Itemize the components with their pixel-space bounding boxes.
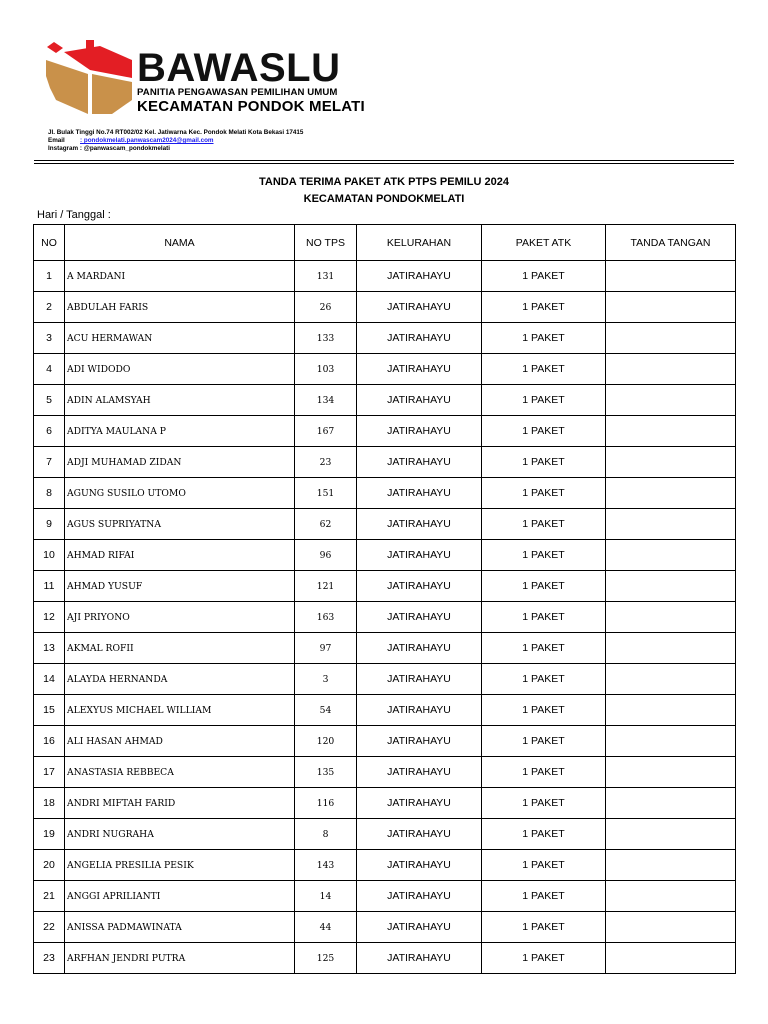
cell-paket-atk: 1 PAKET: [482, 819, 606, 850]
brand-name: BAWASLU: [137, 46, 341, 90]
cell-nama: ADITYA MAULANA P: [65, 416, 295, 447]
cell-no: 9: [34, 509, 65, 540]
address-line: Jl. Bulak Tinggi No.74 RT002/02 Kel. Jatiwarna Kec. Pondok Melati Kota Bekasi 17415: [48, 129, 304, 136]
cell-tanda-tangan: [606, 447, 736, 478]
cell-tanda-tangan: [606, 881, 736, 912]
cell-nama: ABDULAH FARIS: [65, 292, 295, 323]
column-header-tanda-tangan: TANDA TANGAN: [606, 225, 736, 261]
cell-nama: AKMAL ROFII: [65, 633, 295, 664]
cell-no-tps: 23: [295, 447, 357, 478]
table-row: [34, 385, 736, 416]
cell-no-tps: 44: [295, 912, 357, 943]
column-header-kelurahan: KELURAHAN: [357, 225, 482, 261]
cell-paket-atk: 1 PAKET: [482, 261, 606, 292]
cell-tanda-tangan: [606, 540, 736, 571]
cell-kelurahan: JATIRAHAYU: [357, 819, 482, 850]
table-row: [34, 292, 736, 323]
cell-no: 5: [34, 385, 65, 416]
cell-tanda-tangan: [606, 354, 736, 385]
cell-no-tps: 62: [295, 509, 357, 540]
cell-nama: ALEXYUS MICHAEL WILLIAM: [65, 695, 295, 726]
cell-kelurahan: JATIRAHAYU: [357, 850, 482, 881]
table-row: [34, 323, 736, 354]
cell-nama: ADI WIDODO: [65, 354, 295, 385]
cell-no-tps: 133: [295, 323, 357, 354]
table-row: [34, 571, 736, 602]
cell-no: 1: [34, 261, 65, 292]
cell-no: 8: [34, 478, 65, 509]
instagram-line: Instagram : @panwascam_pondokmelati: [48, 145, 170, 152]
cell-no-tps: 134: [295, 385, 357, 416]
column-header-no: NO: [34, 225, 65, 261]
cell-no: 13: [34, 633, 65, 664]
brand-subtitle-1: PANITIA PENGAWASAN PEMILIHAN UMUM: [137, 87, 338, 98]
cell-tanda-tangan: [606, 850, 736, 881]
cell-no-tps: 97: [295, 633, 357, 664]
table-row: [34, 664, 736, 695]
cell-paket-atk: 1 PAKET: [482, 292, 606, 323]
receipt-table: [33, 224, 736, 974]
cell-no-tps: 121: [295, 571, 357, 602]
cell-nama: A MARDANI: [65, 261, 295, 292]
cell-tanda-tangan: [606, 385, 736, 416]
cell-tanda-tangan: [606, 664, 736, 695]
cell-no: 3: [34, 323, 65, 354]
cell-paket-atk: 1 PAKET: [482, 416, 606, 447]
cell-kelurahan: JATIRAHAYU: [357, 881, 482, 912]
cell-tanda-tangan: [606, 602, 736, 633]
cell-kelurahan: JATIRAHAYU: [357, 664, 482, 695]
cell-paket-atk: 1 PAKET: [482, 478, 606, 509]
cell-tanda-tangan: [606, 292, 736, 323]
cell-paket-atk: 1 PAKET: [482, 664, 606, 695]
cell-nama: AGUNG SUSILO UTOMO: [65, 478, 295, 509]
cell-paket-atk: 1 PAKET: [482, 726, 606, 757]
cell-tanda-tangan: [606, 416, 736, 447]
cell-no: 19: [34, 819, 65, 850]
cell-paket-atk: 1 PAKET: [482, 695, 606, 726]
cell-nama: AJI PRIYONO: [65, 602, 295, 633]
cell-no-tps: 135: [295, 757, 357, 788]
email-link[interactable]: : pondokmelati.panwascam2024@gmail.com: [80, 137, 214, 144]
cell-paket-atk: 1 PAKET: [482, 788, 606, 819]
cell-kelurahan: JATIRAHAYU: [357, 354, 482, 385]
document-title: TANDA TERIMA PAKET ATK PTPS PEMILU 2024: [259, 176, 509, 188]
brand-subtitle-2: KECAMATAN PONDOK MELATI: [137, 98, 365, 115]
cell-no: 14: [34, 664, 65, 695]
cell-no-tps: 143: [295, 850, 357, 881]
cell-no: 7: [34, 447, 65, 478]
cell-tanda-tangan: [606, 571, 736, 602]
column-header-nama: NAMA: [65, 225, 295, 261]
table-row: [34, 726, 736, 757]
table-row: [34, 602, 736, 633]
table-row: [34, 447, 736, 478]
cell-no-tps: 14: [295, 881, 357, 912]
cell-no-tps: 96: [295, 540, 357, 571]
brand-block: [137, 48, 365, 115]
cell-tanda-tangan: [606, 695, 736, 726]
cell-no: 18: [34, 788, 65, 819]
cell-no-tps: 8: [295, 819, 357, 850]
cell-kelurahan: JATIRAHAYU: [357, 261, 482, 292]
cell-nama: ANGGI APRILIANTI: [65, 881, 295, 912]
table-row: [34, 912, 736, 943]
cell-paket-atk: 1 PAKET: [482, 385, 606, 416]
cell-no-tps: 167: [295, 416, 357, 447]
cell-paket-atk: 1 PAKET: [482, 881, 606, 912]
cell-paket-atk: 1 PAKET: [482, 633, 606, 664]
column-header-paket-atk: PAKET ATK: [482, 225, 606, 261]
cell-no: 22: [34, 912, 65, 943]
cell-kelurahan: JATIRAHAYU: [357, 788, 482, 819]
cell-no-tps: 103: [295, 354, 357, 385]
cell-no: 20: [34, 850, 65, 881]
table-row: [34, 478, 736, 509]
cell-kelurahan: JATIRAHAYU: [357, 757, 482, 788]
table-row: [34, 354, 736, 385]
cell-nama: ADJI MUHAMAD ZIDAN: [65, 447, 295, 478]
cell-nama: AHMAD YUSUF: [65, 571, 295, 602]
cell-no: 4: [34, 354, 65, 385]
cell-nama: ALAYDA HERNANDA: [65, 664, 295, 695]
cell-kelurahan: JATIRAHAYU: [357, 509, 482, 540]
cell-no-tps: 125: [295, 943, 357, 974]
cell-paket-atk: 1 PAKET: [482, 354, 606, 385]
email-line: [48, 137, 303, 145]
column-header-no-tps: NO TPS: [295, 225, 357, 261]
cell-nama: ANDRI NUGRAHA: [65, 819, 295, 850]
cell-kelurahan: JATIRAHAYU: [357, 912, 482, 943]
cell-no-tps: 163: [295, 602, 357, 633]
document-subtitle: KECAMATAN PONDOKMELATI: [303, 193, 465, 205]
cell-no: 23: [34, 943, 65, 974]
cell-no: 6: [34, 416, 65, 447]
cell-nama: ANGELIA PRESILIA PESIK: [65, 850, 295, 881]
cell-no: 17: [34, 757, 65, 788]
cell-no: 12: [34, 602, 65, 633]
cell-kelurahan: JATIRAHAYU: [357, 478, 482, 509]
cell-no-tps: 54: [295, 695, 357, 726]
cell-kelurahan: JATIRAHAYU: [357, 726, 482, 757]
cell-no-tps: 120: [295, 726, 357, 757]
table-row: [34, 695, 736, 726]
cell-paket-atk: 1 PAKET: [482, 757, 606, 788]
cell-tanda-tangan: [606, 757, 736, 788]
cell-paket-atk: 1 PAKET: [482, 912, 606, 943]
cell-paket-atk: 1 PAKET: [482, 850, 606, 881]
table-row: [34, 943, 736, 974]
cell-tanda-tangan: [606, 478, 736, 509]
cell-tanda-tangan: [606, 509, 736, 540]
cell-kelurahan: JATIRAHAYU: [357, 540, 482, 571]
cell-nama: ACU HERMAWAN: [65, 323, 295, 354]
cell-no-tps: 151: [295, 478, 357, 509]
cell-kelurahan: JATIRAHAYU: [357, 602, 482, 633]
cell-paket-atk: 1 PAKET: [482, 571, 606, 602]
cell-kelurahan: JATIRAHAYU: [357, 571, 482, 602]
cell-no-tps: 3: [295, 664, 357, 695]
cell-kelurahan: JATIRAHAYU: [357, 385, 482, 416]
cell-tanda-tangan: [606, 261, 736, 292]
cell-nama: ALI HASAN AHMAD: [65, 726, 295, 757]
cell-nama: ARFHAN JENDRI PUTRA: [65, 943, 295, 974]
table-row: [34, 881, 736, 912]
cell-tanda-tangan: [606, 912, 736, 943]
cell-kelurahan: JATIRAHAYU: [357, 447, 482, 478]
date-label: Hari / Tanggal :: [37, 209, 111, 221]
header-divider-thin: [34, 160, 734, 161]
cell-kelurahan: JATIRAHAYU: [357, 292, 482, 323]
cell-paket-atk: 1 PAKET: [482, 540, 606, 571]
table-row: [34, 509, 736, 540]
table-row: [34, 757, 736, 788]
cell-nama: AHMAD RIFAI: [65, 540, 295, 571]
cell-no: 11: [34, 571, 65, 602]
cell-nama: ANASTASIA REBBECA: [65, 757, 295, 788]
cell-no: 15: [34, 695, 65, 726]
cell-nama: ANISSA PADMAWINATA: [65, 912, 295, 943]
cell-kelurahan: JATIRAHAYU: [357, 695, 482, 726]
cell-nama: ADIN ALAMSYAH: [65, 385, 295, 416]
cell-paket-atk: 1 PAKET: [482, 509, 606, 540]
table-row: [34, 850, 736, 881]
cell-nama: ANDRI MIFTAH FARID: [65, 788, 295, 819]
table-header-row: [34, 225, 736, 261]
cell-no: 10: [34, 540, 65, 571]
cell-nama: AGUS SUPRIYATNA: [65, 509, 295, 540]
cell-tanda-tangan: [606, 819, 736, 850]
cell-kelurahan: JATIRAHAYU: [357, 416, 482, 447]
cell-kelurahan: JATIRAHAYU: [357, 323, 482, 354]
cell-tanda-tangan: [606, 788, 736, 819]
bawaslu-logo-icon: [44, 40, 132, 114]
cell-no-tps: 131: [295, 261, 357, 292]
cell-no-tps: 26: [295, 292, 357, 323]
table-row: [34, 416, 736, 447]
table-row: [34, 788, 736, 819]
table-row: [34, 261, 736, 292]
cell-no: 2: [34, 292, 65, 323]
table-row: [34, 633, 736, 664]
email-label: Email: [48, 137, 65, 144]
contact-block: [48, 129, 303, 153]
cell-paket-atk: 1 PAKET: [482, 943, 606, 974]
cell-kelurahan: JATIRAHAYU: [357, 943, 482, 974]
table-row: [34, 540, 736, 571]
cell-no: 16: [34, 726, 65, 757]
cell-kelurahan: JATIRAHAYU: [357, 633, 482, 664]
cell-no: 21: [34, 881, 65, 912]
cell-paket-atk: 1 PAKET: [482, 447, 606, 478]
cell-paket-atk: 1 PAKET: [482, 602, 606, 633]
cell-tanda-tangan: [606, 943, 736, 974]
cell-tanda-tangan: [606, 633, 736, 664]
cell-tanda-tangan: [606, 726, 736, 757]
header-divider-thick: [34, 163, 734, 164]
cell-tanda-tangan: [606, 323, 736, 354]
cell-no-tps: 116: [295, 788, 357, 819]
table-row: [34, 819, 736, 850]
cell-paket-atk: 1 PAKET: [482, 323, 606, 354]
